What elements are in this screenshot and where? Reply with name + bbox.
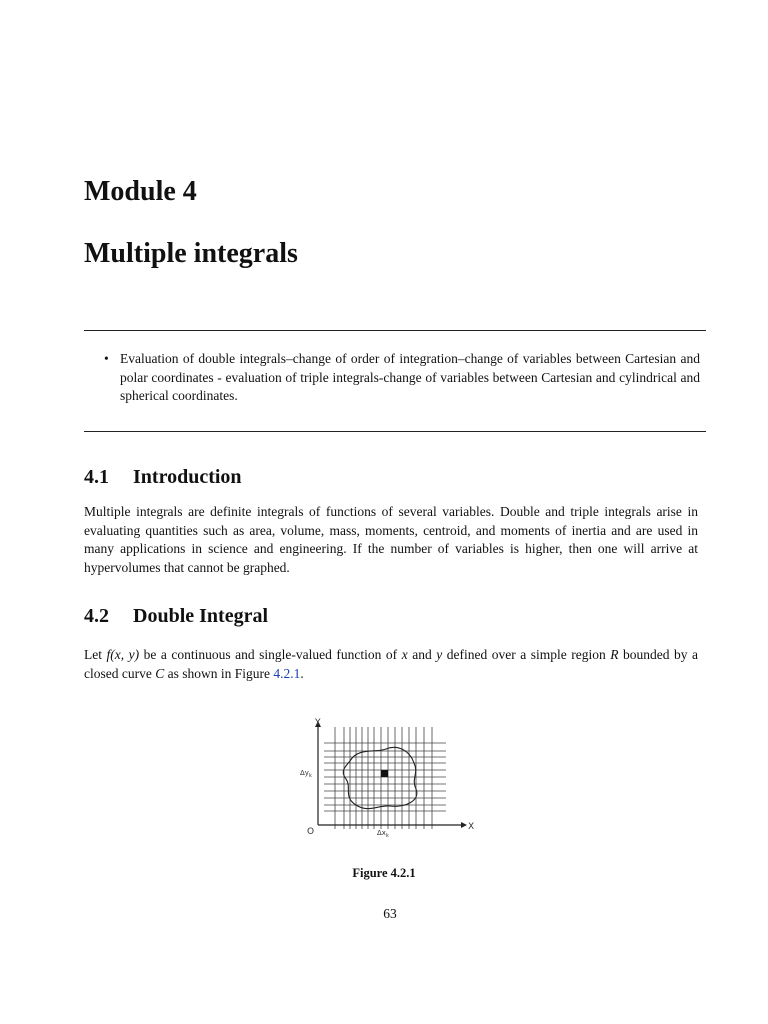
region-grid-figure	[298, 713, 478, 845]
delta-x-label: $\Delta x_k$	[377, 829, 389, 839]
section-title: Introduction	[133, 466, 242, 488]
text-run: and	[407, 647, 437, 662]
math-function: f(x, y)	[106, 647, 140, 662]
math-variable: C	[155, 665, 165, 681]
page-number: 63	[383, 906, 397, 921]
summary-text: Evaluation of double integrals–change of order of integration–change of variables between Cartesian and polar coordinates - evaluation of triple integrals-change of variables between Cartesian and cylindrical and spherical coordinates.	[120, 351, 700, 403]
section-title: Double Integral	[133, 605, 268, 627]
section-heading-introduction	[84, 466, 242, 489]
chapter-summary	[104, 350, 700, 406]
section-number: 4.2	[84, 605, 109, 627]
text-run: .	[300, 665, 304, 681]
module-heading: Module 4	[84, 176, 197, 207]
math-variable: y	[436, 647, 443, 662]
area-element-square	[381, 770, 388, 777]
figure-reference-link[interactable]: 4.2.1	[273, 665, 301, 681]
section-number: 4.1	[84, 466, 109, 488]
section-heading-double-integral	[84, 605, 268, 628]
text-run: bounded by a closed curve	[84, 647, 699, 681]
x-axis-label: X	[468, 822, 475, 832]
text-run: be a continuous and single-valued function of	[139, 647, 402, 662]
text-run: defined over a simple region	[442, 647, 611, 662]
text-run: as shown in Figure	[164, 665, 274, 681]
math-variable: R	[610, 647, 619, 662]
region-boundary-curve	[343, 747, 417, 808]
y-axis-label: Y	[315, 718, 321, 728]
top-divider	[84, 330, 706, 331]
origin-label: O	[307, 827, 315, 837]
text-run: Let	[84, 647, 107, 662]
math-variable: x	[401, 647, 408, 662]
chapter-title: Multiple integrals	[84, 238, 298, 269]
double-integral-paragraph	[84, 646, 698, 683]
x-axis-arrow	[461, 822, 467, 828]
bottom-divider	[84, 431, 706, 432]
delta-y-label: $\Delta y_k$	[300, 769, 312, 779]
introduction-paragraph: Multiple integrals are definite integrals of functions of several variables. Double and triple integrals arise in evaluating quantities such as area, volume, mass, moments, centroid, and moments of inertia and are used in many applications in science and engineering. If the number of variables is higher, then one will arrive at hypervolumes that cannot be graphed.	[84, 504, 698, 575]
vertical-grid-lines	[335, 727, 432, 829]
figure-caption: Figure 4.2.1	[352, 866, 416, 880]
bullet-marker: •	[104, 351, 109, 366]
